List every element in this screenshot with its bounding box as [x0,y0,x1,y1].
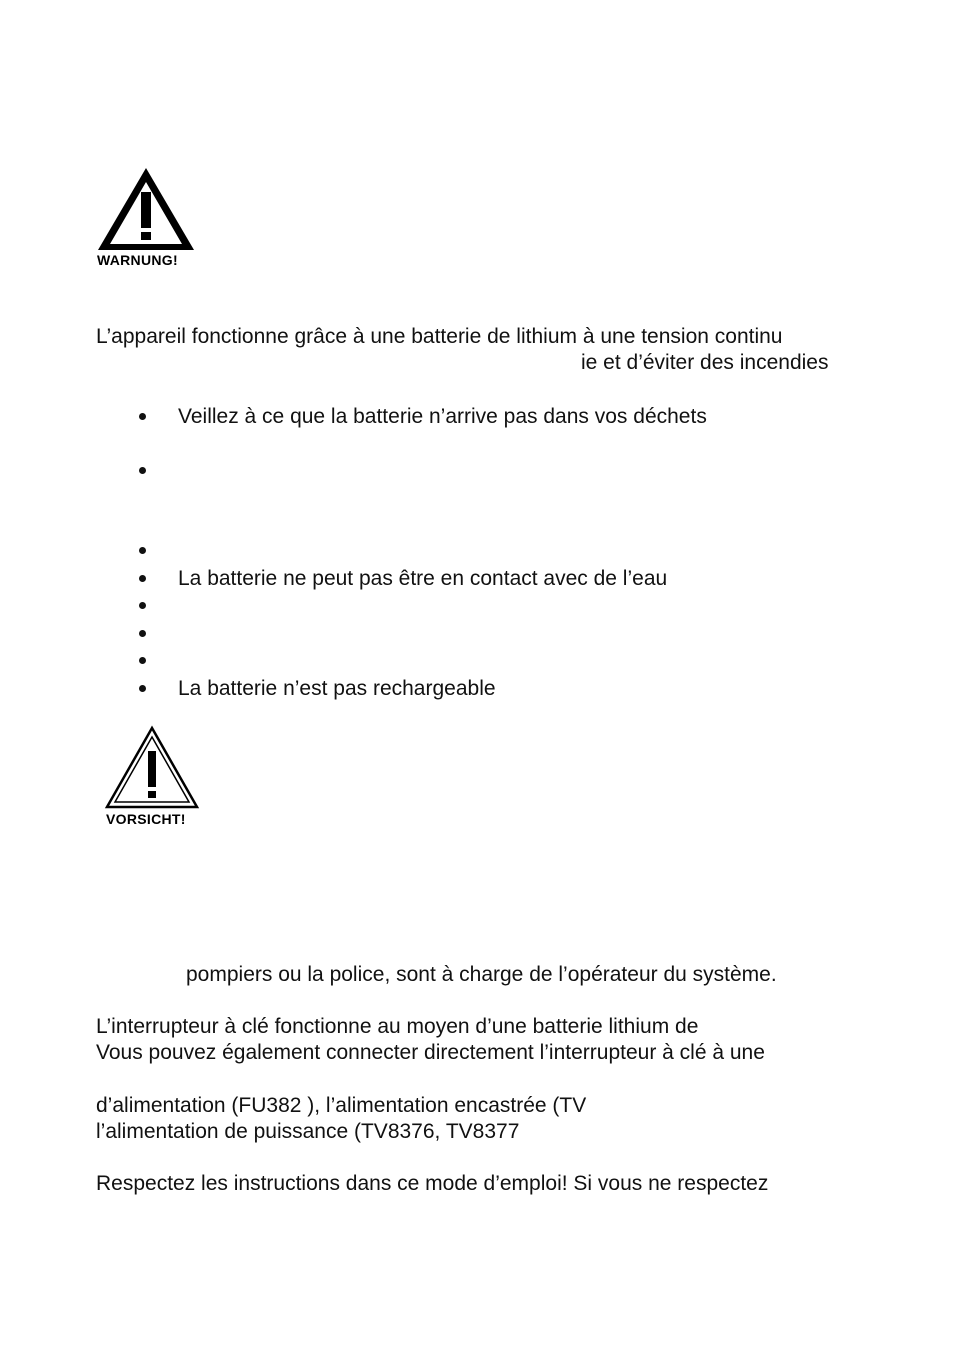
list-item: La batterie ne peut pas être en contact avec de l’eau [178,567,668,590]
bullet-dot [139,602,146,609]
bullet-dot [139,575,146,582]
caution-icon [104,725,200,811]
body-p2-line-1: d’alimentation (FU382 ), l’alimentation encastrée (TV [96,1094,587,1117]
bullet-dot [139,547,146,554]
body-p1-line-1: L’interrupteur à clé fonctionne au moyen d’une batterie lithium de [96,1015,699,1038]
bullet-dot [139,467,146,474]
intro-line-2: ie et d’éviter des incendies [581,351,829,374]
caution-label: VORSICHT! [106,811,186,827]
intro-line-1: L’appareil fonctionne grâce à une batterie de lithium à une tension continu [96,325,783,348]
warning-icon [96,166,196,254]
body-p1-line-2: Vous pouvez également connecter directement l’interrupteur à clé à une [96,1041,765,1064]
bullet-dot [139,413,146,420]
list-item: Veillez à ce que la batterie n’arrive pas dans vos déchets [178,405,707,428]
body-p3-line-1: Respectez les instructions dans ce mode d’emploi! Si vous ne respectez [96,1172,769,1195]
bullet-dot [139,685,146,692]
warning-label: WARNUNG! [97,252,178,268]
bullet-dot [139,657,146,664]
bullet-dot [139,630,146,637]
body-p2-line-2: l’alimentation de puissance (TV8376, TV8377 [96,1120,520,1143]
caution-line-1: pompiers ou la police, sont à charge de l’opérateur du système. [186,963,777,986]
list-item: La batterie n’est pas rechargeable [178,677,496,700]
